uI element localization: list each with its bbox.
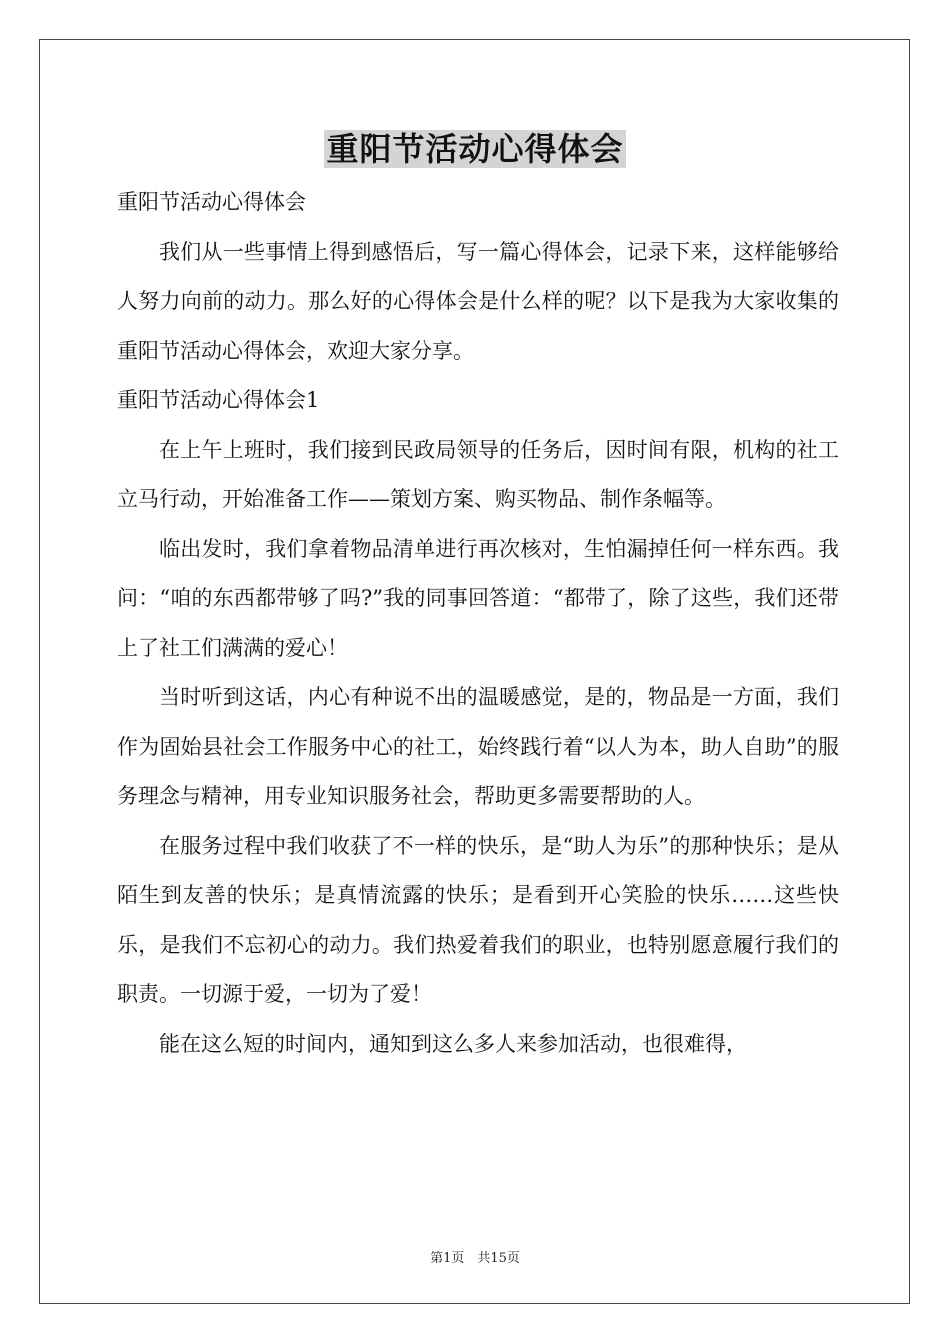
subtitle-paragraph: 重阳节活动心得体会: [117, 190, 306, 214]
intro-paragraph: 我们从一些事情上得到感悟后，写一篇心得体会，记录下来，这样能够给人努力向前的动力。那么好的心得体会是什么样的呢？以下是我为大家收集的重阳节活动心得体会，欢迎大家分享。: [117, 239, 839, 363]
body-paragraph: 临出发时，我们拿着物品清单进行再次核对，生怕漏掉任何一样东西。我问：“咱的东西都带够了吗?”我的同事回答道：“都带了，除了这些，我们还带上了社工们满满的爱心！: [117, 536, 839, 660]
body-paragraph: 当时听到这话，内心有种说不出的温暖感觉，是的，物品是一方面，我们作为固始县社会工作服务中心的社工，始终践行着“以人为本，助人自助”的服务理念与精神，用专业知识服务社会，帮助更多需要帮助的人。: [117, 685, 839, 808]
page-footer: 第1页 共15页: [430, 1251, 520, 1266]
document-title: [0, 126, 950, 172]
section-heading: 重阳节活动心得体会1: [117, 388, 320, 412]
body-paragraph: 在服务过程中我们收获了不一样的快乐，是“助人为乐”的那种快乐；是从陌生到友善的快乐；是真情流露的快乐；是看到开心笑脸的快乐……这些快乐，是我们不忘初心的动力。我们热爱着我们的职业，也特别愿意履行我们的职责。一切源于爱，一切为了爱！: [117, 833, 839, 1006]
document-title-text: 重阳节活动心得体会: [326, 130, 624, 168]
document-body: [117, 178, 839, 1069]
body-paragraph: 能在这么短的时间内，通知到这么多人来参加活动，也很难得，: [159, 1031, 747, 1056]
body-paragraph: 在上午上班时，我们接到民政局领导的任务后，因时间有限，机构的社工立马行动，开始准备工作——策划方案、购买物品、制作条幅等。: [117, 437, 839, 511]
